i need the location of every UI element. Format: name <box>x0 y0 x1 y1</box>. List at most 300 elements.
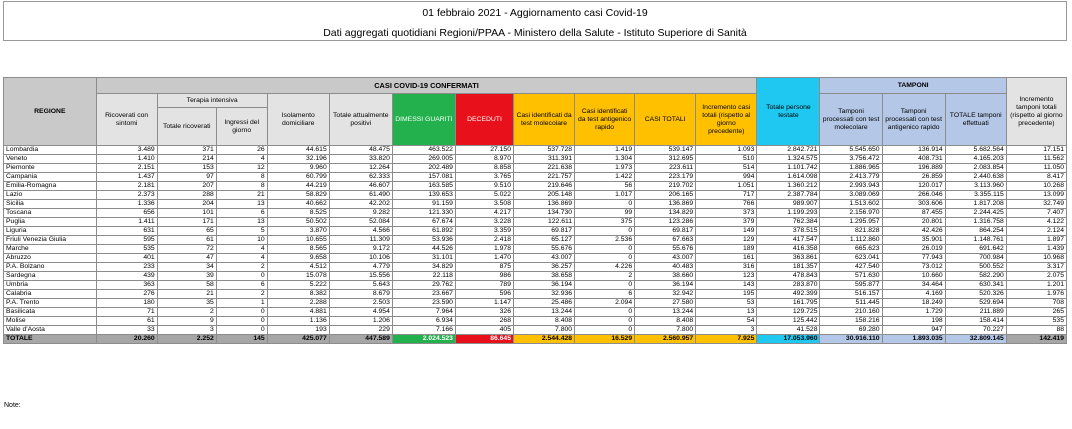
report-title: 01 febbraio 2021 - Aggiornamento casi Covid-19 <box>422 7 648 19</box>
cell-casi-antigenico: 56 <box>575 182 635 191</box>
cell-regione: Sicilia <box>4 200 97 209</box>
cell-casi-totali: 27.580 <box>635 299 696 308</box>
cell-deceduti: 3.228 <box>455 218 513 227</box>
table-body <box>4 146 1067 344</box>
cell-casi-molecolare: 537.728 <box>513 146 574 155</box>
cell-tamponi-totale: 2.440.638 <box>945 173 1006 182</box>
cell-deceduti: 27.150 <box>455 146 513 155</box>
cell-casi-molecolare: 7.800 <box>513 326 574 335</box>
cell-deceduti: 1.147 <box>455 299 513 308</box>
cell-ti-totale: 288 <box>157 191 216 200</box>
cell-persone-testate: 161.795 <box>757 299 820 308</box>
cell-casi-molecolare: 43.007 <box>513 254 574 263</box>
cell-casi-totali: 539.147 <box>635 146 696 155</box>
cell-incremento-tamponi: 1.976 <box>1006 290 1066 299</box>
total-incremento-tamponi: 142.419 <box>1006 335 1066 344</box>
cell-casi-antigenico: 2.536 <box>575 236 635 245</box>
cell-ti-totale: 39 <box>157 272 216 281</box>
total-isolamento: 425.077 <box>267 335 329 344</box>
cell-positivi: 42.202 <box>329 200 392 209</box>
cell-tamponi-totale: 3.113.960 <box>945 182 1006 191</box>
header-terapia-intensiva: Terapia intensiva <box>157 94 267 108</box>
cell-ti-ingressi: 1 <box>216 299 267 308</box>
cell-casi-molecolare: 32.936 <box>513 290 574 299</box>
cell-incremento-casi: 189 <box>696 245 757 254</box>
cell-persone-testate: 363.861 <box>757 254 820 263</box>
cell-incremento-tamponi: 2.075 <box>1006 272 1066 281</box>
header-ti-ingressi: Ingressi del giorno <box>216 108 267 146</box>
cell-regione: Veneto <box>4 155 97 164</box>
cell-incremento-tamponi: 535 <box>1006 317 1066 326</box>
cell-ti-ingressi: 12 <box>216 164 267 173</box>
cell-tamponi-antigenico: 26.019 <box>882 245 945 254</box>
header-casi-molecolare: Casi identificati da test molecolare <box>513 94 574 146</box>
cell-tamponi-antigenico: 198 <box>882 317 945 326</box>
cell-ti-ingressi: 13 <box>216 218 267 227</box>
cell-persone-testate: 1.614.098 <box>757 173 820 182</box>
header-ti-totale: Totale ricoverati <box>157 108 216 146</box>
cell-tamponi-totale: 2.083.854 <box>945 164 1006 173</box>
cell-tamponi-totale: 5.682.564 <box>945 146 1006 155</box>
cell-positivi: 2.503 <box>329 299 392 308</box>
cell-ricoverati: 71 <box>96 308 157 317</box>
total-ricoverati: 20.260 <box>96 335 157 344</box>
cell-deceduti: 8.970 <box>455 155 513 164</box>
cell-regione: Lombardia <box>4 146 97 155</box>
total-regione: TOTALE <box>4 335 97 344</box>
cell-casi-totali: 223.179 <box>635 173 696 182</box>
total-persone-testate: 17.053.960 <box>757 335 820 344</box>
table-row <box>4 326 1067 335</box>
cell-tamponi-molecolare: 3.089.069 <box>820 191 882 200</box>
cell-regione: Molise <box>4 317 97 326</box>
cell-tamponi-totale: 211.889 <box>945 308 1006 317</box>
cell-ti-totale: 9 <box>157 317 216 326</box>
cell-ti-totale: 3 <box>157 326 216 335</box>
cell-ti-totale: 47 <box>157 254 216 263</box>
header-persone-testate: Totale persone testate <box>757 78 820 146</box>
cell-ti-ingressi: 0 <box>216 272 267 281</box>
cell-tamponi-molecolare: 571.630 <box>820 272 882 281</box>
cell-casi-totali: 223.611 <box>635 164 696 173</box>
cell-casi-antigenico: 0 <box>575 308 635 317</box>
cell-ricoverati: 1.410 <box>96 155 157 164</box>
cell-persone-testate: 1.101.742 <box>757 164 820 173</box>
cell-regione: Toscana <box>4 209 97 218</box>
cell-persone-testate: 41.528 <box>757 326 820 335</box>
cell-ti-ingressi: 21 <box>216 191 267 200</box>
cell-incremento-casi: 54 <box>696 317 757 326</box>
cell-incremento-tamponi: 13.099 <box>1006 191 1066 200</box>
cell-tamponi-totale: 864.254 <box>945 227 1006 236</box>
total-casi-molecolare: 2.544.428 <box>513 335 574 344</box>
cell-tamponi-molecolare: 2.156.970 <box>820 209 882 218</box>
cell-casi-antigenico: 0 <box>575 200 635 209</box>
cell-ricoverati: 61 <box>96 317 157 326</box>
cell-casi-antigenico: 0 <box>575 254 635 263</box>
cell-isolamento: 8.565 <box>267 245 329 254</box>
cell-casi-antigenico: 1.422 <box>575 173 635 182</box>
header-attualmente-positivi: Totale attualmente positivi <box>329 94 392 146</box>
cell-ti-ingressi: 10 <box>216 236 267 245</box>
table-row <box>4 245 1067 254</box>
cell-isolamento: 15.078 <box>267 272 329 281</box>
cell-ricoverati: 1.411 <box>96 218 157 227</box>
cell-tamponi-molecolare: 210.160 <box>820 308 882 317</box>
cell-isolamento: 9.960 <box>267 164 329 173</box>
cell-ti-ingressi: 0 <box>216 317 267 326</box>
cell-regione: P.A. Trento <box>4 299 97 308</box>
cell-persone-testate: 125.442 <box>757 317 820 326</box>
cell-regione: Emilia-Romagna <box>4 182 97 191</box>
table-row <box>4 182 1067 191</box>
table-row <box>4 254 1067 263</box>
cell-incremento-tamponi: 8.417 <box>1006 173 1066 182</box>
cell-tamponi-antigenico: 1.729 <box>882 308 945 317</box>
table-row <box>4 164 1067 173</box>
cell-isolamento: 193 <box>267 326 329 335</box>
cell-casi-totali: 206.165 <box>635 191 696 200</box>
cell-incremento-tamponi: 88 <box>1006 326 1066 335</box>
cell-tamponi-totale: 500.552 <box>945 263 1006 272</box>
total-dimessi: 2.024.523 <box>392 335 455 344</box>
cell-persone-testate: 1.360.212 <box>757 182 820 191</box>
cell-ti-ingressi: 2 <box>216 263 267 272</box>
cell-casi-molecolare: 122.611 <box>513 218 574 227</box>
cell-persone-testate: 2.842.721 <box>757 146 820 155</box>
cell-casi-antigenico: 0 <box>575 227 635 236</box>
cell-positivi: 48.475 <box>329 146 392 155</box>
cell-tamponi-totale: 1.817.208 <box>945 200 1006 209</box>
cell-incremento-casi: 1.093 <box>696 146 757 155</box>
report-title-box <box>3 1 1067 41</box>
cell-casi-totali: 8.408 <box>635 317 696 326</box>
cell-regione: P.A. Bolzano <box>4 263 97 272</box>
cell-tamponi-antigenico: 10.660 <box>882 272 945 281</box>
cell-deceduti: 596 <box>455 290 513 299</box>
cell-casi-antigenico: 99 <box>575 209 635 218</box>
cell-tamponi-antigenico: 4.169 <box>882 290 945 299</box>
cell-ti-totale: 171 <box>157 218 216 227</box>
cell-ti-totale: 21 <box>157 290 216 299</box>
cell-dimessi: 202.489 <box>392 164 455 173</box>
cell-incremento-tamponi: 3.317 <box>1006 263 1066 272</box>
cell-incremento-casi: 129 <box>696 236 757 245</box>
cell-ricoverati: 180 <box>96 299 157 308</box>
cell-casi-antigenico: 0 <box>575 317 635 326</box>
cell-incremento-tamponi: 1.201 <box>1006 281 1066 290</box>
cell-dimessi: 34.829 <box>392 263 455 272</box>
cell-casi-molecolare: 221.638 <box>513 164 574 173</box>
cell-ti-ingressi: 2 <box>216 290 267 299</box>
header-tamponi: TAMPONI <box>820 78 1006 94</box>
cell-tamponi-antigenico: 26.859 <box>882 173 945 182</box>
cell-positivi: 5.643 <box>329 281 392 290</box>
cell-casi-molecolare: 221.757 <box>513 173 574 182</box>
cell-regione: Calabria <box>4 290 97 299</box>
cell-isolamento: 1.136 <box>267 317 329 326</box>
cell-regione: Piemonte <box>4 164 97 173</box>
cell-deceduti: 9.510 <box>455 182 513 191</box>
cell-tamponi-molecolare: 2.993.943 <box>820 182 882 191</box>
cell-dimessi: 44.526 <box>392 245 455 254</box>
cell-tamponi-totale: 3.355.115 <box>945 191 1006 200</box>
cell-ti-ingressi: 6 <box>216 281 267 290</box>
total-positivi: 447.589 <box>329 335 392 344</box>
cell-casi-antigenico: 4.226 <box>575 263 635 272</box>
header-tamponi-antigenico: Tamponi processati con test antigenico rapido <box>882 94 945 146</box>
cell-incremento-casi: 13 <box>696 308 757 317</box>
cell-tamponi-molecolare: 516.157 <box>820 290 882 299</box>
cell-dimessi: 7.964 <box>392 308 455 317</box>
cell-ti-totale: 65 <box>157 227 216 236</box>
cell-ti-ingressi: 6 <box>216 209 267 218</box>
cell-isolamento: 44.219 <box>267 182 329 191</box>
cell-incremento-tamponi: 265 <box>1006 308 1066 317</box>
table-row <box>4 308 1067 317</box>
cell-regione: Umbria <box>4 281 97 290</box>
cell-casi-antigenico: 1.304 <box>575 155 635 164</box>
cell-dimessi: 31.101 <box>392 254 455 263</box>
cell-ricoverati: 1.437 <box>96 173 157 182</box>
cell-casi-totali: 123.286 <box>635 218 696 227</box>
cell-casi-molecolare: 36.194 <box>513 281 574 290</box>
cell-persone-testate: 989.907 <box>757 200 820 209</box>
cell-isolamento: 9.658 <box>267 254 329 263</box>
cell-positivi: 4.954 <box>329 308 392 317</box>
cell-ti-ingressi: 13 <box>216 200 267 209</box>
cell-tamponi-totale: 630.341 <box>945 281 1006 290</box>
table-row <box>4 227 1067 236</box>
total-ti-totale: 2.252 <box>157 335 216 344</box>
total-casi-totali: 2.560.957 <box>635 335 696 344</box>
cell-positivi: 4.566 <box>329 227 392 236</box>
cell-isolamento: 40.662 <box>267 200 329 209</box>
cell-incremento-casi: 316 <box>696 263 757 272</box>
cell-regione: Lazio <box>4 191 97 200</box>
table-row <box>4 317 1067 326</box>
table-row <box>4 191 1067 200</box>
cell-regione: Friuli Venezia Giulia <box>4 236 97 245</box>
cell-incremento-casi: 149 <box>696 227 757 236</box>
cell-incremento-casi: 373 <box>696 209 757 218</box>
cell-ti-totale: 204 <box>157 200 216 209</box>
table-row <box>4 200 1067 209</box>
cell-casi-antigenico: 1.017 <box>575 191 635 200</box>
cell-casi-molecolare: 219.646 <box>513 182 574 191</box>
cell-regione: Marche <box>4 245 97 254</box>
cell-isolamento: 10.655 <box>267 236 329 245</box>
cell-casi-molecolare: 69.817 <box>513 227 574 236</box>
cell-tamponi-antigenico: 35.901 <box>882 236 945 245</box>
cell-tamponi-antigenico: 42.426 <box>882 227 945 236</box>
cell-isolamento: 2.288 <box>267 299 329 308</box>
cell-casi-totali: 69.817 <box>635 227 696 236</box>
cell-ti-ingressi: 8 <box>216 182 267 191</box>
cell-positivi: 8.679 <box>329 290 392 299</box>
cell-persone-testate: 1.324.575 <box>757 155 820 164</box>
cell-tamponi-antigenico: 196.889 <box>882 164 945 173</box>
cell-ti-totale: 58 <box>157 281 216 290</box>
cell-incremento-casi: 195 <box>696 290 757 299</box>
cell-tamponi-totale: 2.244.425 <box>945 209 1006 218</box>
table-row <box>4 236 1067 245</box>
cell-dimessi: 157.081 <box>392 173 455 182</box>
cell-casi-antigenico: 0 <box>575 245 635 254</box>
cell-positivi: 46.607 <box>329 182 392 191</box>
cell-tamponi-molecolare: 665.623 <box>820 245 882 254</box>
cell-tamponi-molecolare: 595.877 <box>820 281 882 290</box>
cell-tamponi-totale: 691.642 <box>945 245 1006 254</box>
cell-isolamento: 5.222 <box>267 281 329 290</box>
cell-positivi: 4.779 <box>329 263 392 272</box>
cell-deceduti: 1.470 <box>455 254 513 263</box>
cell-casi-totali: 219.702 <box>635 182 696 191</box>
cell-deceduti: 3.508 <box>455 200 513 209</box>
cell-dimessi: 61.892 <box>392 227 455 236</box>
cell-casi-molecolare: 38.658 <box>513 272 574 281</box>
cell-deceduti: 2.418 <box>455 236 513 245</box>
cell-persone-testate: 1.199.293 <box>757 209 820 218</box>
cell-tamponi-totale: 4.165.203 <box>945 155 1006 164</box>
cell-incremento-casi: 161 <box>696 254 757 263</box>
cell-regione: Campania <box>4 173 97 182</box>
cell-ricoverati: 276 <box>96 290 157 299</box>
cell-ti-totale: 214 <box>157 155 216 164</box>
cell-positivi: 62.333 <box>329 173 392 182</box>
header-regione: REGIONE <box>4 78 97 146</box>
table-row <box>4 263 1067 272</box>
cell-dimessi: 121.330 <box>392 209 455 218</box>
total-tamponi-molecolare: 30.916.110 <box>820 335 882 344</box>
cell-incremento-tamponi: 10.268 <box>1006 182 1066 191</box>
cell-deceduti: 3.765 <box>455 173 513 182</box>
cell-regione: Valle d'Aosta <box>4 326 97 335</box>
cell-casi-molecolare: 36.257 <box>513 263 574 272</box>
cell-incremento-tamponi: 11.562 <box>1006 155 1066 164</box>
cell-dimessi: 23.590 <box>392 299 455 308</box>
cell-casi-totali: 43.007 <box>635 254 696 263</box>
cell-casi-totali: 55.676 <box>635 245 696 254</box>
cell-incremento-tamponi: 32.749 <box>1006 200 1066 209</box>
cell-isolamento: 4.512 <box>267 263 329 272</box>
cell-tamponi-antigenico: 77.943 <box>882 254 945 263</box>
cell-incremento-casi: 717 <box>696 191 757 200</box>
cell-tamponi-totale: 520.326 <box>945 290 1006 299</box>
cell-tamponi-molecolare: 1.513.602 <box>820 200 882 209</box>
cell-casi-antigenico: 0 <box>575 281 635 290</box>
cell-dimessi: 139.653 <box>392 191 455 200</box>
cell-positivi: 11.309 <box>329 236 392 245</box>
header-deceduti: DECEDUTI <box>455 94 513 146</box>
cell-incremento-tamponi: 1.439 <box>1006 245 1066 254</box>
cell-casi-totali: 36.194 <box>635 281 696 290</box>
cell-ricoverati: 439 <box>96 272 157 281</box>
cell-regione: Abruzzo <box>4 254 97 263</box>
cell-dimessi: 463.522 <box>392 146 455 155</box>
cell-positivi: 12.264 <box>329 164 392 173</box>
cell-dimessi: 53.936 <box>392 236 455 245</box>
header-incremento-tamponi: Incremento tamponi totali (rispetto al giorno precedente) <box>1006 78 1066 146</box>
header-ricoverati: Ricoverati con sintomi <box>96 94 157 146</box>
cell-deceduti: 789 <box>455 281 513 290</box>
cell-tamponi-antigenico: 18.249 <box>882 299 945 308</box>
cell-positivi: 9.172 <box>329 245 392 254</box>
cell-casi-totali: 40.483 <box>635 263 696 272</box>
cell-deceduti: 4.217 <box>455 209 513 218</box>
cell-tamponi-totale: 529.694 <box>945 299 1006 308</box>
cell-isolamento: 8.525 <box>267 209 329 218</box>
cell-ti-ingressi: 4 <box>216 245 267 254</box>
cell-ricoverati: 1.336 <box>96 200 157 209</box>
cell-incremento-casi: 514 <box>696 164 757 173</box>
cell-persone-testate: 492.399 <box>757 290 820 299</box>
cell-isolamento: 4.881 <box>267 308 329 317</box>
cell-tamponi-molecolare: 158.216 <box>820 317 882 326</box>
cell-casi-antigenico: 0 <box>575 326 635 335</box>
cell-persone-testate: 181.357 <box>757 263 820 272</box>
cell-ti-totale: 34 <box>157 263 216 272</box>
cell-incremento-casi: 123 <box>696 272 757 281</box>
cell-dimessi: 163.585 <box>392 182 455 191</box>
cell-ti-totale: 72 <box>157 245 216 254</box>
cell-ti-totale: 371 <box>157 146 216 155</box>
cell-dimessi: 269.005 <box>392 155 455 164</box>
cell-positivi: 33.820 <box>329 155 392 164</box>
cell-positivi: 52.084 <box>329 218 392 227</box>
cell-isolamento: 44.615 <box>267 146 329 155</box>
cell-casi-totali: 134.829 <box>635 209 696 218</box>
cell-ti-ingressi: 8 <box>216 173 267 182</box>
covid-data-table <box>3 77 1067 344</box>
cell-casi-antigenico: 1.973 <box>575 164 635 173</box>
table-row <box>4 281 1067 290</box>
cell-casi-totali: 38.660 <box>635 272 696 281</box>
cell-positivi: 9.282 <box>329 209 392 218</box>
cell-deceduti: 3.359 <box>455 227 513 236</box>
cell-ricoverati: 2.181 <box>96 182 157 191</box>
cell-incremento-tamponi: 708 <box>1006 299 1066 308</box>
cell-persone-testate: 762.384 <box>757 218 820 227</box>
cell-tamponi-molecolare: 1.295.957 <box>820 218 882 227</box>
cell-ti-ingressi: 4 <box>216 155 267 164</box>
cell-tamponi-totale: 700.984 <box>945 254 1006 263</box>
cell-positivi: 10.106 <box>329 254 392 263</box>
cell-incremento-casi: 143 <box>696 281 757 290</box>
note-label: Note: <box>4 402 21 409</box>
cell-casi-totali: 32.942 <box>635 290 696 299</box>
cell-isolamento: 50.502 <box>267 218 329 227</box>
cell-tamponi-antigenico: 303.606 <box>882 200 945 209</box>
cell-deceduti: 5.022 <box>455 191 513 200</box>
cell-positivi: 1.206 <box>329 317 392 326</box>
cell-casi-molecolare: 13.244 <box>513 308 574 317</box>
table-row <box>4 272 1067 281</box>
table-row <box>4 218 1067 227</box>
cell-casi-totali: 7.800 <box>635 326 696 335</box>
cell-casi-molecolare: 205.148 <box>513 191 574 200</box>
cell-ti-ingressi: 0 <box>216 308 267 317</box>
cell-tamponi-antigenico: 34.464 <box>882 281 945 290</box>
cell-incremento-casi: 1.051 <box>696 182 757 191</box>
cell-casi-antigenico: 375 <box>575 218 635 227</box>
total-ti-ingressi: 145 <box>216 335 267 344</box>
cell-ti-ingressi: 0 <box>216 326 267 335</box>
cell-positivi: 229 <box>329 326 392 335</box>
cell-casi-molecolare: 25.486 <box>513 299 574 308</box>
cell-casi-molecolare: 8.408 <box>513 317 574 326</box>
cell-ricoverati: 33 <box>96 326 157 335</box>
